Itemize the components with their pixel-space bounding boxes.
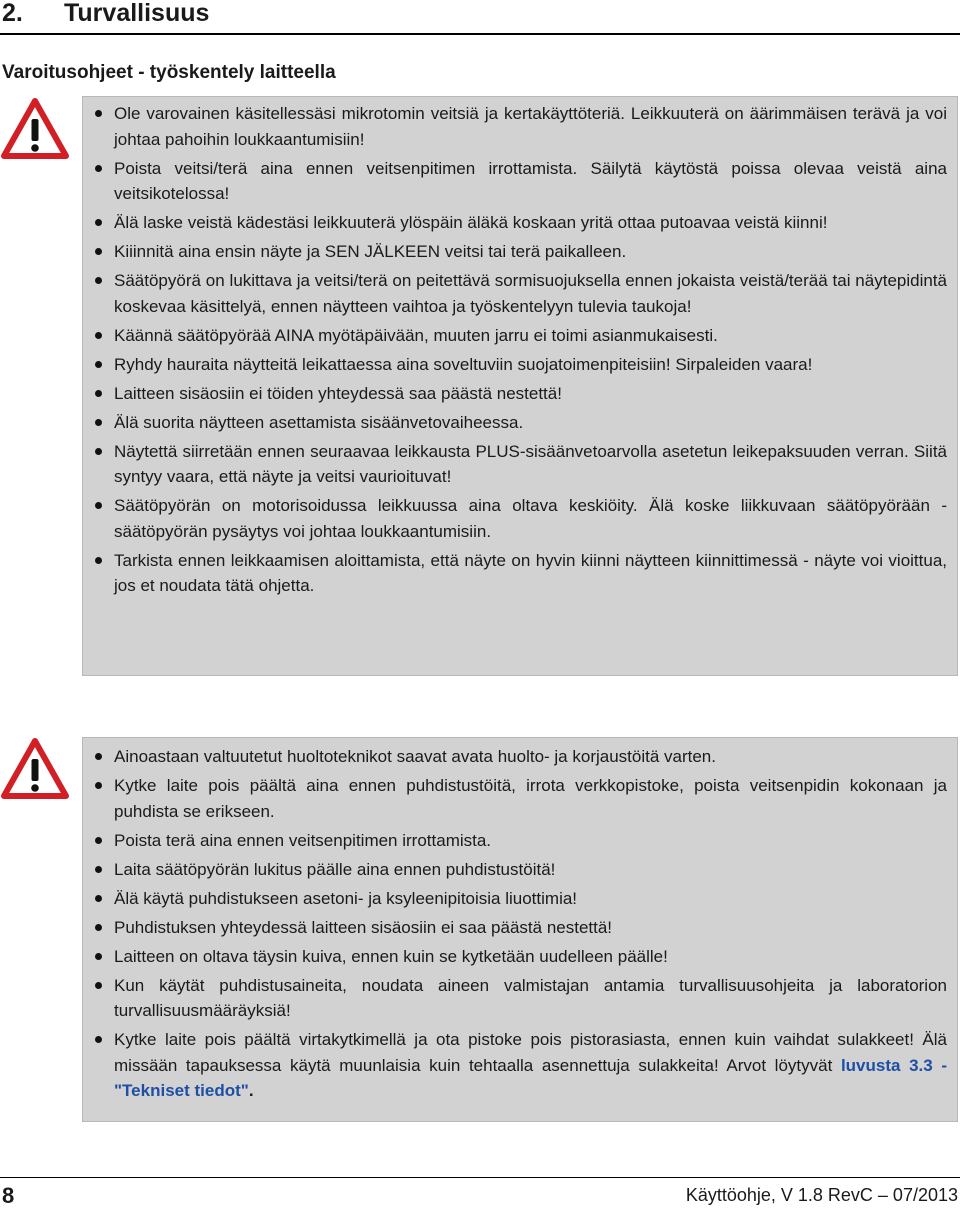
list-item: Kytke laite pois päältä aina ennen puhdistustöitä, irrota verkkopistoke, poista veitsenpidin kokonaan ja puhdista se erikseen. (83, 773, 957, 824)
warning-list-working (83, 101, 957, 599)
warning-triangle-icon (0, 737, 70, 801)
list-item: Laitteen sisäosiin ei töiden yhteydessä saa päästä nestettä! (83, 381, 957, 407)
warning-list-cleaning (83, 744, 957, 1104)
document-version: Käyttöohje, V 1.8 RevC – 07/2013 (685, 1185, 958, 1205)
list-item: Älä laske veistä kädestäsi leikkuuterä ylöspäin äläkä koskaan yritä ottaa putoavaa veistä kiinni! (83, 210, 957, 236)
list-item: Laitteen on oltava täysin kuiva, ennen kuin se kytketään uudelleen päälle! (83, 944, 957, 970)
page-number: 8 (2, 1183, 15, 1208)
list-item: Ole varovainen käsitellessäsi mikrotomin veitsiä ja kertakäyttöteriä. Leikkuuterä on äärimmäisen terävä ja voi johtaa pahoihin loukkaantumisiin! (83, 101, 957, 152)
list-item: Laita säätöpyörän lukitus päälle aina ennen puhdistustöitä! (83, 857, 957, 883)
technical-data-link[interactable]: luvusta 3.3 - "Tekniset tiedot" (114, 1055, 947, 1100)
section-number: 2. (2, 0, 23, 27)
list-item: Säätöpyörän on motorisoidussa leikkuussa aina oltava keskiöity. Älä koske liikkuvaan säätöpyörään - säätöpyörän pysäytys voi johtaa loukkaantumisiin. (83, 493, 957, 544)
list-item: Käännä säätöpyörää AINA myötäpäivään, muuten jarru ei toimi asianmukaisesti. (83, 323, 957, 349)
list-item: Ainoastaan valtuutetut huoltoteknikot saavat avata huolto- ja korjaustöitä varten. (83, 744, 957, 770)
list-item: Ryhdy hauraita näytteitä leikattaessa aina soveltuviin suojatoimenpiteisiin! Sirpaleiden vaara! (83, 352, 957, 378)
list-item: Säätöpyörä on lukittava ja veitsi/terä on peitettävä sormisuojuksella ennen jokaista veistä/terää tai näytepidintä koskevaa käsittelyä, ennen näytteen vaihtoa ja työskentelyyn tulevia taukoja! (83, 268, 957, 319)
list-item: Älä suorita näytteen asettamista sisäänvetovaiheessa. (83, 410, 957, 436)
fuse-warning-text: Kytke laite pois päältä virtakytkimellä ja ota pistoke pois pistorasiasta, ennen kuin vaihdat sulakkeet! Älä missään tapauksessa käytä muunlaisia kuin tehtaalla asennettuja sulakkeita! Arvot löytyvät (114, 1030, 947, 1075)
section-title: Turvallisuus (64, 0, 210, 27)
subheading: Varoitusohjeet - työskentely laitteella (2, 62, 336, 83)
warning-box-working (82, 96, 958, 676)
list-item: Älä käytä puhdistukseen asetoni- ja ksyleenipitoisia liuottimia! (83, 886, 957, 912)
list-item: Poista terä aina ennen veitsenpitimen irrottamista. (83, 828, 957, 854)
list-item: Poista veitsi/terä aina ennen veitsenpitimen irrottamista. Säilytä käytöstä poissa olevaa veistä aina veitsikotelossa! (83, 156, 957, 207)
list-item: Puhdistuksen yhteydessä laitteen sisäosiin ei saa päästä nestettä! (83, 915, 957, 941)
list-item: Näytettä siirretään ennen seuraavaa leikkausta PLUS-sisäänvetoarvolla asetetun leikepaksuuden verran. Siitä syntyy vaara, että näyte ja veitsi vaurioituvat! (83, 439, 957, 490)
header-rule (0, 33, 960, 35)
list-item: Tarkista ennen leikkaamisen aloittamista, että näyte on hyvin kiinni näytteen kiinnittimessä - näyte voi vioittua, jos et noudata tätä ohjetta. (83, 548, 957, 599)
warning-triangle-icon (0, 97, 70, 161)
list-item: Kun käytät puhdistusaineita, noudata aineen valmistajan antamia turvallisuusohjeita ja laboratorion turvallisuusmääräyksiä! (83, 973, 957, 1024)
list-item (83, 1027, 957, 1104)
fuse-warning-end: . (248, 1081, 254, 1100)
warning-box-cleaning (82, 737, 958, 1122)
list-item: Kiiinnitä aina ensin näyte ja SEN JÄLKEEN veitsi tai terä paikalleen. (83, 239, 957, 265)
footer-rule (0, 1177, 960, 1178)
section-header (0, 0, 960, 40)
